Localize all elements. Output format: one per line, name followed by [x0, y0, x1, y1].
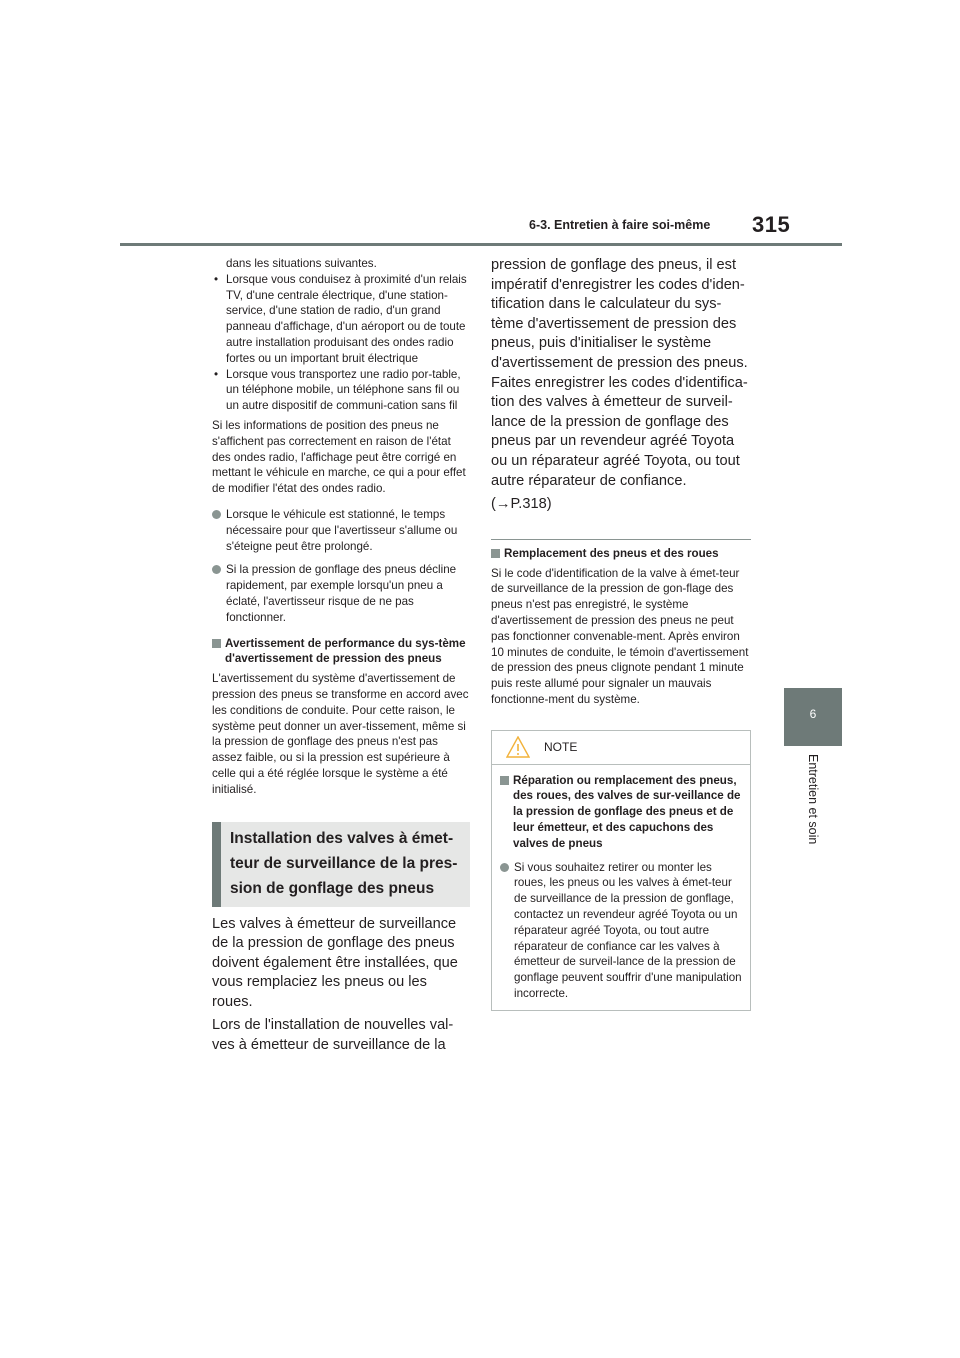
circle-bullet-item: Lorsque le véhicule est stationné, le temps nécessaire pour que l'avertisseur s'allume ou s'éteigne peut être prolongé. [212, 507, 470, 554]
warning-triangle-icon [506, 736, 530, 758]
subsection-heading: Remplacement des pneus et des roues [491, 546, 751, 562]
note-label: NOTE [544, 739, 578, 754]
section-title: Installation des valves à émet-teur de surveillance de la pres-sion de gonflage des pneus [230, 829, 458, 897]
subsection-heading: Avertissement de performance du sys-tème d'avertissement de pression des pneus [212, 636, 470, 668]
paragraph: Si le code d'identification de la valve à émet-teur de surveillance de la pression de gon-flage des pneus n'est pas enregistré, le système d'avertissement de pression des pneus ne peut pas fonctionner convenable-ment. Après environ 10 minutes de conduite, le témoin d'avertissement de pression des pneus clignote pendant 1 minute puis reste allumé pour signaler un mauvais fonctionne-ment du système. [491, 566, 749, 706]
right-column [491, 256, 751, 1011]
circle-bullet-item: Si la pression de gonflage des pneus décline rapidement, par exemple lorsqu'un pneu a éclaté, l'avertisseur risque de ne pas fonctionner. [212, 562, 470, 625]
section-title-box [212, 822, 470, 907]
note-heading: Réparation ou remplacement des pneus, des roues, des valves de sur-veillance de la pression de gonflage des pneus et de leur émetteur, et des capuchons des valves de pneus [500, 773, 742, 852]
header-rule [120, 243, 842, 246]
paragraph: Si les informations de position des pneus ne s'affichent pas correctement en raison de l'état des ondes radio, l'affichage peut être corrigé en mettant le véhicule en marche, ce qui a pour effet de modifier l'état des ondes radio. [212, 418, 466, 496]
chapter-tab: 6 [784, 688, 842, 746]
body-paragraph: Les valves à émetteur de surveillance de la pression de gonflage des pneus doivent également être installées, que vous remplaciez les pneus ou les roues. [212, 915, 458, 1010]
bullet-item: • Lorsque vous conduisez à proximité d'un relais TV, d'une centrale électrique, d'une station-service, d'une station de radio, d'un grand panneau d'affichage, d'un aéroport ou de toute autre installation produisant des ondes radio fortes ou un important bruit électrique [212, 272, 470, 367]
left-column [212, 256, 470, 1056]
bullet-item: • Lorsque vous transportez une radio por-table, un téléphone mobile, un téléphone sans fil ou un autre dispositif de communi-cation sans fil [212, 367, 470, 414]
body-paragraph: Lors de l'installation de nouvelles val-ves à émetteur de surveillance de la [212, 1017, 454, 1054]
section-header: 6-3. Entretien à faire soi-même [529, 218, 711, 232]
chapter-label [784, 746, 842, 896]
page-number: 315 [752, 212, 791, 237]
body-paragraph: pression de gonflage des pneus, il est impératif d'enregistrer les codes d'iden-tification dans le calculateur du sys-tème d'avertissement de pression des pneus, puis d'initialiser le système d'avertissement de pression des pneus. Faites enregistrer les codes d'identifica-tion des valves à émetteur de surveil-lance de la pression de gonflage des pneus par un revendeur agréé Toyota ou un réparateur agréé Toyota, ou tout autre réparateur de confiance. [491, 257, 748, 489]
intro-text: dans les situations suivantes. [226, 257, 377, 270]
note-item: Si vous souhaitez retirer ou monter les roues, les pneus ou les valves à émet-teur de surveillance de la pression de gonflage, contactez un revendeur agréé Toyota ou un réparateur agréé Toyota, ou tout autre réparateur de confiance car les valves à émetteur de surveil-lance de la pression de gonflage peuvent souffrir d'une manipulation incorrecte. [500, 860, 742, 1002]
note-header [492, 731, 750, 765]
divider [491, 539, 751, 540]
paragraph: L'avertissement du système d'avertissement de pression des pneus se transforme en accord avec les conditions de conduite. Pour cette raison, le système peut donner un aver-tissement, même si la pression de gonflage des pneus n'est pas assez faible, ou si la pression est supérieure à celle qui a été réglée lorsque le système a été initialisé. [212, 672, 469, 796]
page-reference: (→P.318) [491, 496, 552, 513]
chapter-label-text: Entretien et soin [806, 754, 820, 845]
note-box [491, 730, 751, 1011]
